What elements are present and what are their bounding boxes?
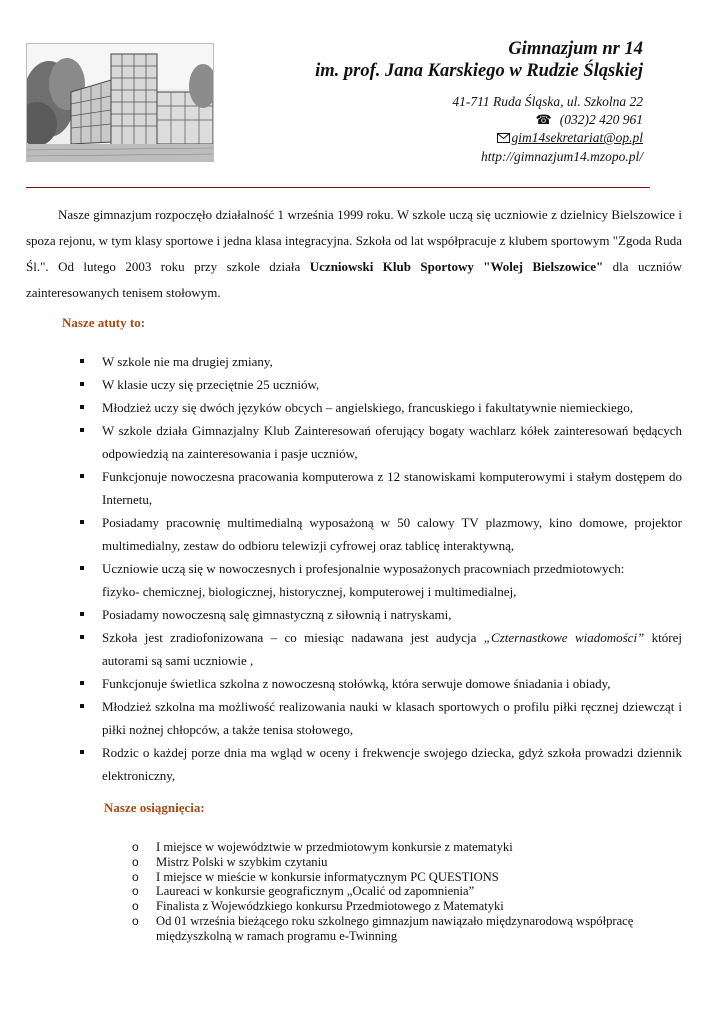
list-item: o I miejsce w mieście w konkursie informatycznym PC QUESTIONS xyxy=(132,870,682,885)
list-item: o Laureaci w konkursie geograficznym „Ocalić od zapomnienia” xyxy=(132,884,682,899)
osiagniecia-list xyxy=(132,840,682,944)
list-item xyxy=(80,626,682,672)
intro-text-part2: dla uczniów zainteresowanych tenisem stołowym. xyxy=(26,259,683,300)
website-link[interactable]: http://gimnazjum14.mzopo.pl/ xyxy=(480,149,643,164)
list-item: W klasie uczy się przeciętnie 25 uczniów, xyxy=(80,373,682,396)
list-item xyxy=(80,557,682,603)
email-link[interactable]: gim14sekretariat@op.pl xyxy=(511,130,643,145)
list-item: Posiadamy pracownię multimedialną wyposażoną w 50 calowy TV plazmowy, kino domowe, projektor multimedialny, zestaw do odbioru telewizji cyfrowej oraz tablicę interaktywną, xyxy=(80,511,682,557)
phone-number: (032)2 420 961 xyxy=(559,112,643,127)
atuty-list xyxy=(80,350,682,787)
envelope-icon xyxy=(497,130,510,148)
header-divider xyxy=(26,187,650,188)
list-item: Młodzież uczy się dwóch języków obcych – angielskiego, francuskiego i fakultatywnie niemieckiego, xyxy=(80,396,682,419)
intro-paragraph xyxy=(26,202,682,306)
intro-club-name: Uczniowski Klub Sportowy "Wolej Bielszowice" xyxy=(309,259,604,274)
contact-block xyxy=(315,93,643,166)
list-item-text-rest: której autorami są sami uczniowie , xyxy=(102,630,682,668)
osiagniecia-heading: Nasze osiągnięcia: xyxy=(104,800,205,815)
list-item: W szkole działa Gimnazjalny Klub Zainteresowań oferujący bogaty wachlarz kółek zainteresowań będących odpowiedzią na zainteresowania i pasje uczniów, xyxy=(80,419,682,465)
school-name-line2: im. prof. Jana Karskiego w Rudzie Śląskiej xyxy=(315,61,643,81)
email-line xyxy=(315,129,643,148)
school-building-photo xyxy=(26,43,214,162)
list-item: Młodzież szkolna ma możliwość realizowania nauki w klasach sportowych o profilu piłki ręcznej dziewcząt i piłki nożnej chłopców, a także tenisa stołowego, xyxy=(80,695,682,741)
list-item: Funkcjonuje świetlica szkolna z nowoczesną stołówką, która serwuje domowe śniadania i obiady, xyxy=(80,672,682,695)
list-item: o I miejsce w województwie w przedmiotowym konkursie z matematyki xyxy=(132,840,682,855)
school-address: 41-711 Ruda Śląska, ul. Szkolna 22 xyxy=(452,94,643,109)
list-item: Funkcjonuje nowoczesna pracowania komputerowa z 12 stanowiskami komputerowymi i stałym dostępem do Internetu, xyxy=(80,465,682,511)
list-item-text: Uczniowie uczą się w nowoczesnych i profesjonalnie wyposażonych pracowniach przedmiotowych: xyxy=(102,561,625,576)
broadcast-title: „Czternastkowe wiadomości” xyxy=(483,630,645,645)
list-item-text: Szkoła jest zradiofonizowana – co miesiąc nadawana jest audycja xyxy=(102,630,484,645)
list-item: o Mistrz Polski w szybkim czytaniu xyxy=(132,855,682,870)
list-item: Rodzic o każdej porze dnia ma wgląd w oceny i frekwencje swojego dziecka, gdyż szkoła prowadzi dziennik elektroniczny, xyxy=(80,741,682,787)
school-name-line1: Gimnazjum nr 14 xyxy=(508,39,643,59)
list-item: o Finalista z Wojewódzkiego konkursu Przedmiotowego z Matematyki xyxy=(132,899,682,914)
phone-icon: ☎ xyxy=(535,112,552,127)
list-item: o Od 01 września bieżącego roku szkolnego gimnazjum nawiązało międzynarodową współpracę międzyszkolną w ramach programu e-Twinning xyxy=(132,914,682,944)
phone-line xyxy=(315,111,643,129)
intro-text-part1: Nasze gimnazjum rozpoczęło działalność 1 września 1999 roku. W szkole uczą się uczniowie z dzielnicy Bielszowice i spoza rejonu, w tym klasy sportowe i jedna klasa integracyjna. Szkoła od lat współpracuje z klubem sportowym "Zgoda Ruda Śl.". Od lutego 2003 roku przy szkole działa xyxy=(26,207,682,274)
list-item: W szkole nie ma drugiej zmiany, xyxy=(80,350,682,373)
list-item-text-line2: fizyko- chemicznej, biologicznej, historycznej, komputerowej i multimedialnej, xyxy=(102,584,517,599)
school-header xyxy=(315,38,643,166)
atuty-heading: Nasze atuty to: xyxy=(62,315,146,330)
list-item: Posiadamy nowoczesną salę gimnastyczną z siłownią i natryskami, xyxy=(80,603,682,626)
school-building-sketch xyxy=(27,44,213,161)
